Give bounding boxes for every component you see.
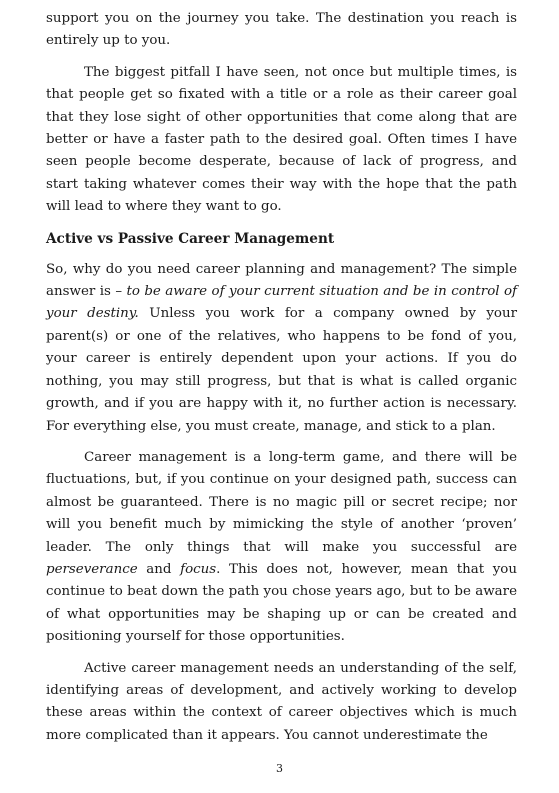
text-span: and: [137, 561, 181, 577]
paragraph-continuation: support you on the journey you take. The destination you reach is entirely up to you.: [46, 11, 517, 49]
paragraph-long-term-game: [46, 447, 517, 649]
text-span: So, why do you need career planning and management? The simple answer is –: [46, 261, 517, 300]
text-column: [46, 8, 517, 747]
paragraph-active-management: Active career management needs an understanding of the self, identifying areas of development, and actively working to develop these areas within the context of career objectives which is much more complicated than it appears. You cannot underestimate the: [46, 660, 517, 743]
italic-span: focus: [180, 561, 217, 577]
paragraph-pitfall: The biggest pitfall I have seen, not once but multiple times, is that people get so fixated with a title or a role as their career goal that they lose sight of other opportunities that come along that are better or have a faster path to the desired goal. Often times I have seen people become desperate, because of lack of progress, and start taking whatever comes their way with the hope that the path will lead to where they want to go.: [46, 64, 517, 215]
text-span: Career management is a long-term game, and there will be fluctuations, but, if you continue on your designed path, success can almost be guaranteed. There is no magic pill or secret recipe; nor will you benefit much by mimicking the style of another ‘proven’ leader. The only things that will make you successful are: [46, 449, 517, 555]
section-heading: Active vs Passive Career Management: [46, 230, 335, 247]
paragraph-why-career-planning: [46, 259, 517, 438]
text-span: Unless you work for a company owned by your parent(s) or one of the relatives, who happens to be fond of you, your career is entirely dependent upon your actions. If you do nothing, you may still progress, but that is what is called organic growth, and if you are happy with it, no further action is necessary. For everything else, you must create, manage, and stick to a plan.: [46, 306, 517, 434]
italic-span: perseverance: [46, 561, 138, 577]
italic-span: to be aware of your current situation and be in control of your destiny.: [46, 284, 518, 322]
text-span: . This does not, however, mean that you continue to beat down the path you chose years ago, but to be aware of what opportunities may be shaping up or can be created and positioning yourself for those opportunities.: [46, 561, 517, 645]
page-number: 3: [276, 762, 283, 775]
